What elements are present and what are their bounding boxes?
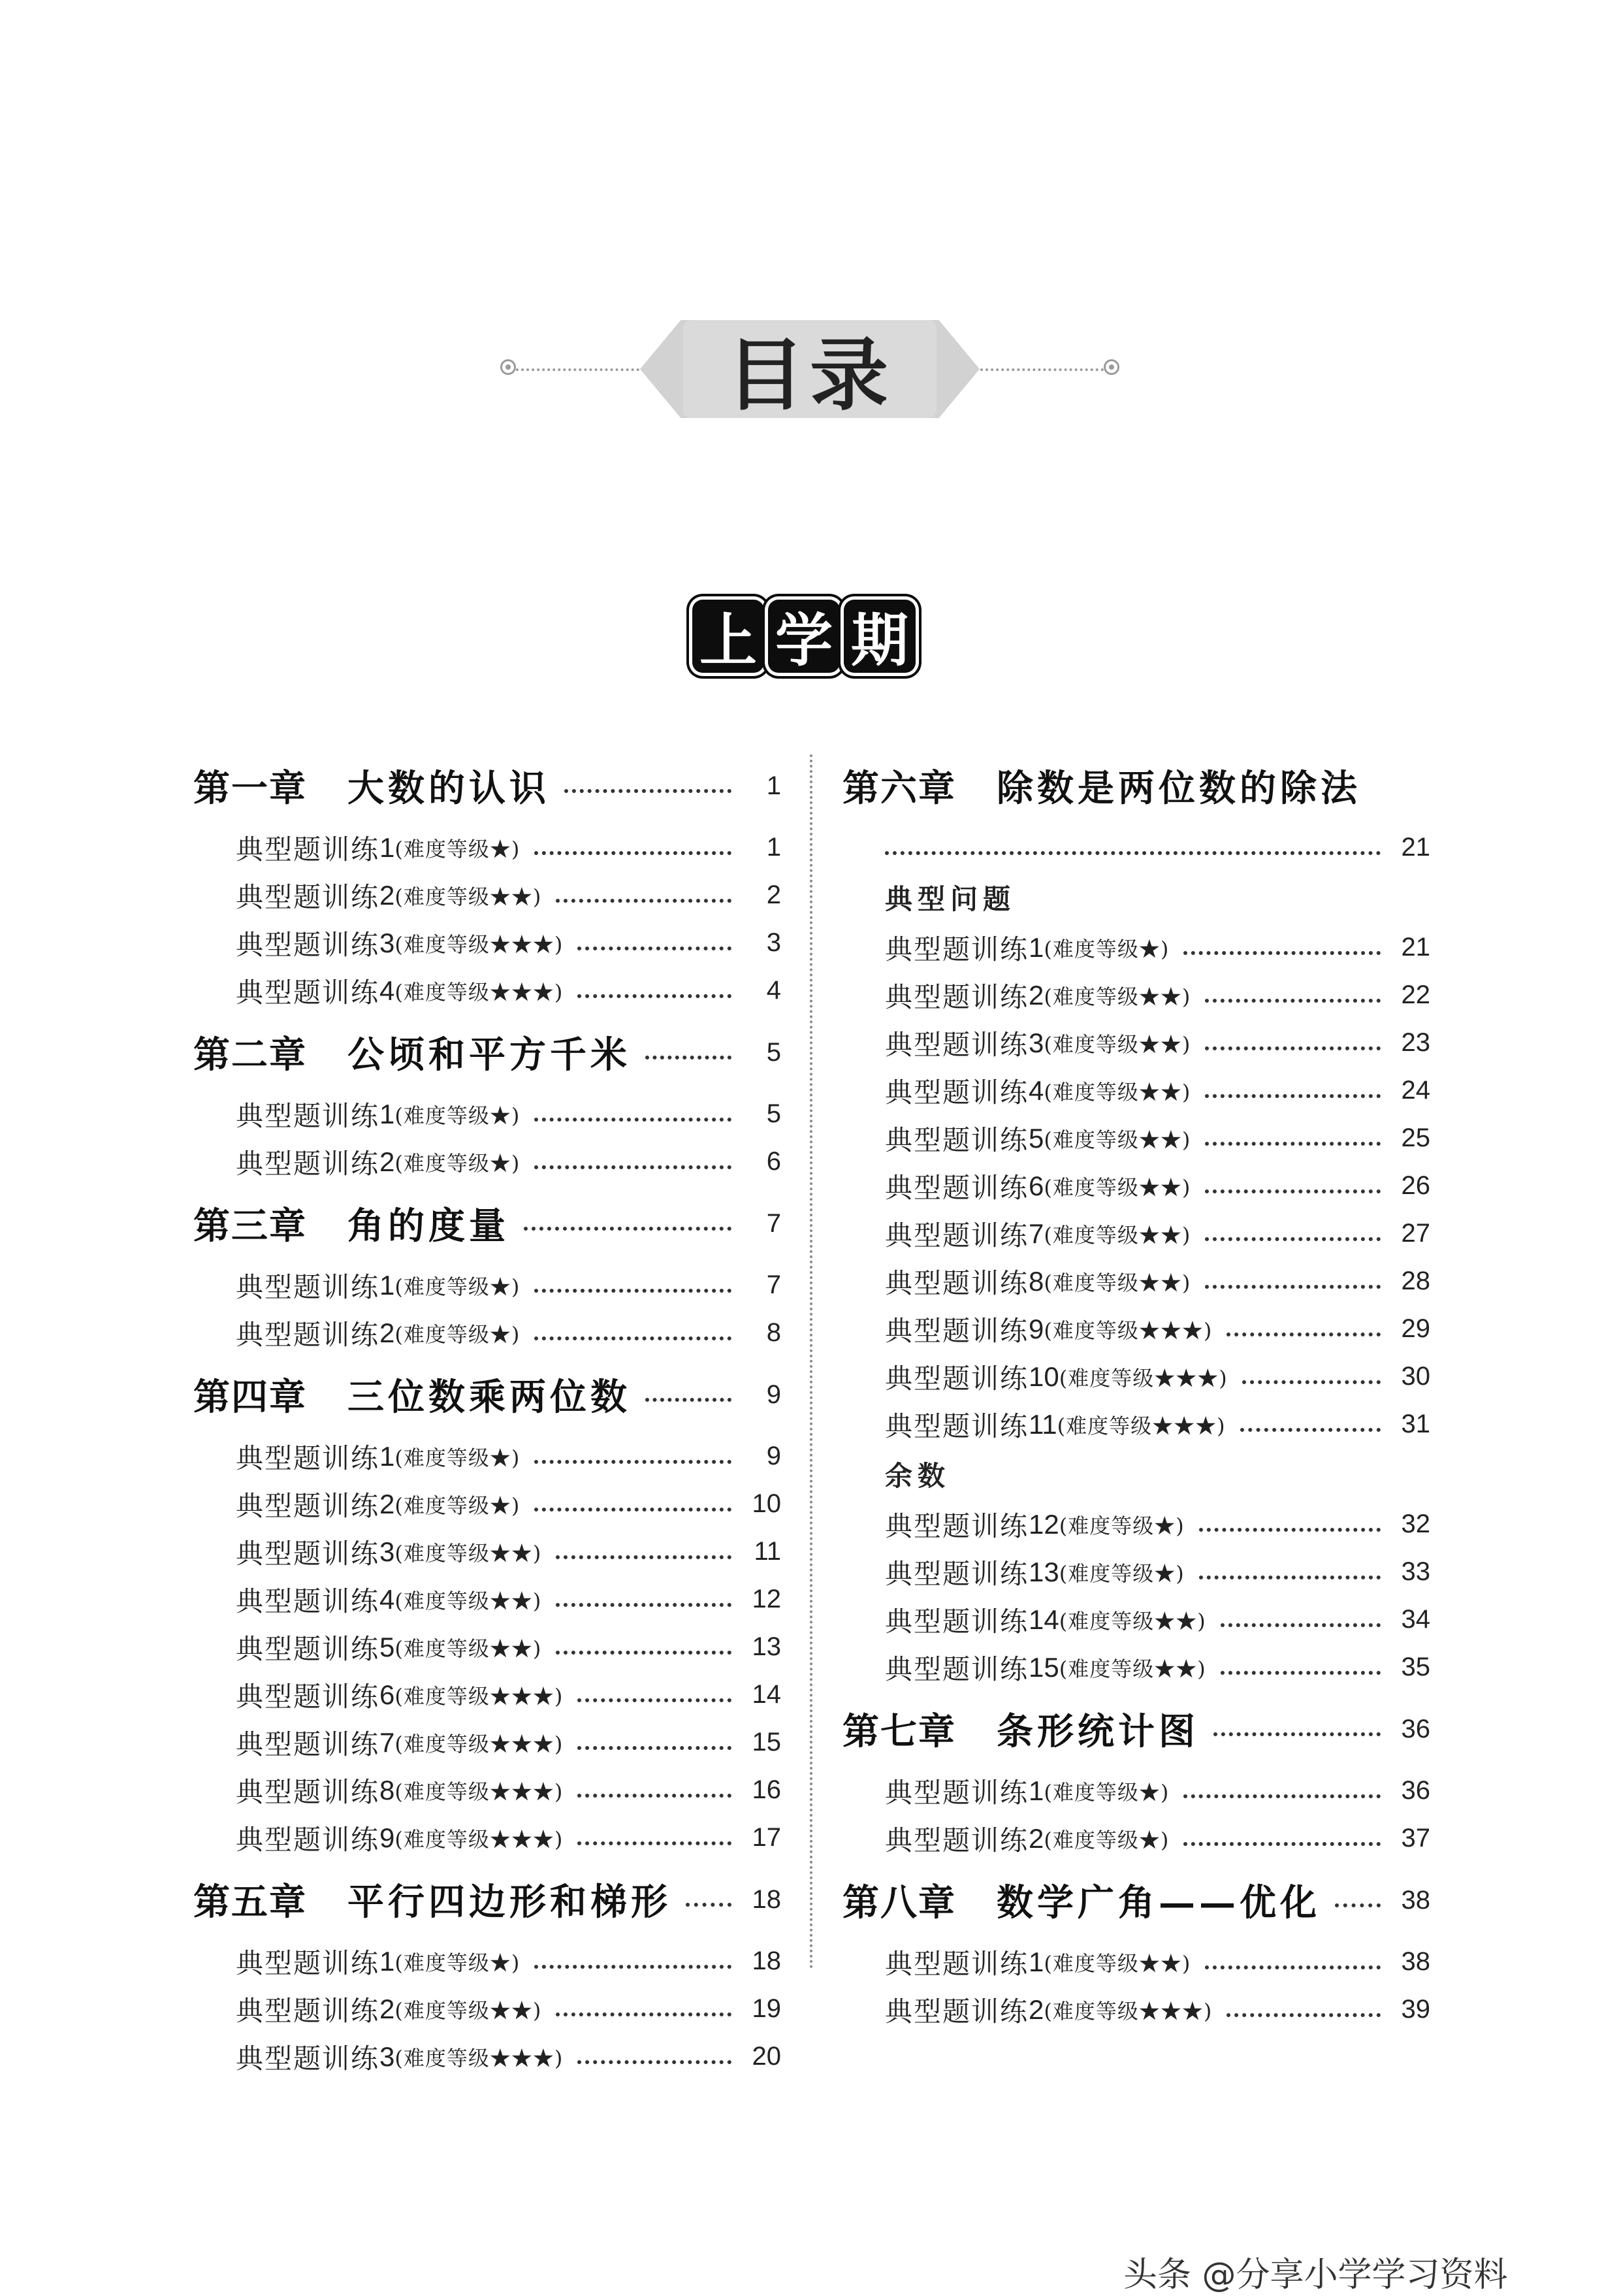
- toc-chapter-entry[interactable]: [193, 748, 781, 824]
- lesson-label: 典型题训练: [885, 1314, 1029, 1347]
- difficulty-note: (难度等级★★★): [394, 1826, 564, 1852]
- lesson-label: 典型题训练: [885, 1557, 1029, 1590]
- lesson-number: 1: [379, 1945, 395, 1977]
- lesson-number: 2: [1029, 979, 1044, 1011]
- dot-leader: [577, 2060, 731, 2064]
- page-number: 29: [1401, 1314, 1430, 1343]
- difficulty-note: (难度等级★★): [1059, 1608, 1206, 1634]
- page-number: 23: [1401, 1028, 1430, 1057]
- difficulty-note: (难度等级★): [1059, 1513, 1185, 1538]
- toc-lesson-entry[interactable]: [193, 1090, 781, 1138]
- page-title: 目录: [726, 329, 893, 421]
- lesson-label: 典型题训练: [885, 1824, 1029, 1856]
- toc-lesson-entry[interactable]: [842, 1019, 1430, 1067]
- dot-leader: [1221, 1623, 1381, 1627]
- watermark: 头条 @分享小学学习资料: [1123, 2256, 1508, 2295]
- toc-lesson-entry[interactable]: [193, 1576, 781, 1623]
- toc-chapter-entry[interactable]: [842, 1862, 1430, 1938]
- lesson-label: 典型题训练: [236, 1994, 380, 2027]
- dot-leader: [524, 1227, 731, 1231]
- lesson-label: 典型题训练: [236, 1442, 380, 1474]
- lesson-label: 典型题训练: [885, 1124, 1029, 1156]
- page-number: 9: [766, 1442, 781, 1470]
- difficulty-note: (难度等级★): [1044, 1827, 1170, 1852]
- dot-leader: [577, 1698, 731, 1702]
- lesson-number: 12: [1029, 1508, 1059, 1540]
- lesson-label: 典型题训练: [885, 1510, 1029, 1542]
- chapter-title: 条形统计图: [997, 1710, 1199, 1753]
- lesson-number: 3: [379, 927, 395, 958]
- difficulty-note: (难度等级★★): [1044, 1950, 1191, 1976]
- difficulty-note: (难度等级★★): [394, 1588, 542, 1613]
- dot-leader: [577, 994, 731, 998]
- page-number: 18: [752, 1884, 781, 1914]
- difficulty-note: (难度等级★): [394, 836, 521, 862]
- dot-leader: [686, 1903, 731, 1907]
- lesson-label: 典型题训练: [885, 1028, 1029, 1061]
- lesson-label: 典型题训练: [236, 2042, 380, 2075]
- chapter-number: 第二章: [193, 1033, 307, 1076]
- dot-leader: [534, 1336, 731, 1340]
- lesson-number: 2: [379, 879, 395, 911]
- page-number: 20: [752, 2042, 781, 2071]
- banner-dot-right: [1104, 359, 1119, 375]
- chapter-number: 第三章: [193, 1205, 307, 1248]
- lesson-number: 1: [379, 1098, 395, 1129]
- lesson-number: 5: [1029, 1122, 1044, 1154]
- semester-badge: [692, 600, 916, 678]
- page-number: 21: [1401, 833, 1430, 862]
- lesson-number: 8: [379, 1774, 395, 1805]
- page-number: 32: [1401, 1510, 1430, 1538]
- page-number: 21: [1401, 933, 1430, 962]
- page-number: 38: [1401, 1947, 1430, 1976]
- dot-leader: [1205, 1965, 1381, 1969]
- lesson-number: 7: [1029, 1218, 1044, 1249]
- page-number: 26: [1401, 1171, 1430, 1200]
- toc-lesson-entry[interactable]: [193, 1623, 781, 1671]
- column-divider: [810, 754, 812, 1969]
- dot-leader: [534, 1460, 731, 1464]
- toc-lesson-entry[interactable]: [842, 1815, 1430, 1862]
- lesson-number: 1: [379, 1269, 395, 1301]
- lesson-number: 15: [1029, 1651, 1059, 1683]
- dot-leader: [1213, 1732, 1381, 1736]
- dot-leader: [556, 899, 731, 903]
- toc-lesson-entry[interactable]: [842, 1548, 1430, 1596]
- toc-lesson-entry[interactable]: [193, 1766, 781, 1814]
- lesson-label: 典型题训练: [236, 1537, 380, 1570]
- difficulty-note: (难度等级★★): [1044, 1270, 1191, 1295]
- lesson-label: 典型题训练: [236, 928, 380, 961]
- dot-leader: [1183, 1842, 1381, 1846]
- toc-lesson-entry[interactable]: [193, 1814, 781, 1862]
- toc-lesson-entry[interactable]: [193, 1480, 781, 1528]
- page-number: 31: [1401, 1410, 1430, 1438]
- chapter-title: 平行四边形和梯形: [347, 1881, 671, 1924]
- page-number: 4: [766, 976, 781, 1005]
- lesson-label: 典型题训练: [236, 1489, 380, 1522]
- lesson-number: 3: [379, 1536, 395, 1567]
- lesson-number: 3: [379, 2041, 395, 2072]
- toc-lesson-entry[interactable]: [842, 1400, 1430, 1448]
- dot-leader: [577, 1794, 731, 1798]
- difficulty-note: (难度等级★): [394, 1103, 521, 1128]
- difficulty-note: (难度等级★★★): [1044, 1998, 1213, 2024]
- toc-lesson-entry[interactable]: [193, 1309, 781, 1357]
- toc-chapter-continuation[interactable]: [842, 824, 1430, 871]
- page-number: 19: [752, 1994, 781, 2023]
- difficulty-note: (难度等级★): [1059, 1560, 1185, 1586]
- toc-section-heading: [842, 871, 1430, 924]
- difficulty-note: (难度等级★★): [1059, 1656, 1206, 1681]
- lesson-number: 2: [379, 1146, 395, 1177]
- difficulty-note: (难度等级★★★): [1044, 1318, 1213, 1343]
- page-number: 10: [752, 1489, 781, 1518]
- difficulty-note: (难度等级★★★): [394, 2045, 564, 2071]
- page-number: 16: [752, 1775, 781, 1804]
- dot-leader: [534, 1965, 731, 1969]
- lesson-label: 典型题训练: [236, 1318, 380, 1351]
- lesson-label: 典型题训练: [885, 1267, 1029, 1299]
- dot-leader: [534, 851, 731, 855]
- lesson-label: 典型题训练: [236, 1270, 380, 1303]
- lesson-number: 4: [379, 975, 395, 1006]
- lesson-number: 1: [1029, 931, 1044, 963]
- lesson-number: 1: [1029, 1946, 1044, 1977]
- semester-char: 学: [768, 600, 840, 673]
- lesson-label: 典型题训练: [236, 1775, 380, 1808]
- lesson-number: 2: [379, 1993, 395, 2024]
- page-number: 25: [1401, 1124, 1430, 1152]
- page-number: 12: [752, 1585, 781, 1613]
- toc-lesson-entry[interactable]: [193, 1138, 781, 1186]
- toc-right-column: [842, 748, 1430, 2033]
- dot-leader: [1240, 1428, 1381, 1432]
- dot-leader: [1183, 951, 1381, 955]
- difficulty-note: (难度等级★★): [1044, 1174, 1191, 1200]
- toc-chapter-entry[interactable]: [842, 1691, 1430, 1767]
- dot-leader: [1226, 2013, 1381, 2017]
- page-number: 11: [754, 1537, 781, 1566]
- toc-lesson-entry[interactable]: [842, 924, 1430, 971]
- page-number: 37: [1401, 1824, 1430, 1852]
- lesson-label: 典型题训练: [236, 1947, 380, 1979]
- banner-rule-left: [516, 368, 650, 371]
- page-number: 27: [1401, 1219, 1430, 1248]
- dot-leader: [1205, 1046, 1381, 1050]
- dot-leader: [534, 1165, 731, 1169]
- page-number: 8: [766, 1318, 781, 1347]
- lesson-number: 1: [379, 832, 395, 863]
- toc-chapter-entry[interactable]: [193, 1014, 781, 1090]
- toc-chapter-entry[interactable]: [193, 1862, 781, 1937]
- dot-leader: [1205, 1237, 1381, 1241]
- toc-lesson-entry[interactable]: [842, 1596, 1430, 1643]
- difficulty-note: (难度等级★★): [394, 1997, 542, 2023]
- toc-lesson-entry[interactable]: [842, 1162, 1430, 1210]
- lesson-label: 典型题训练: [885, 1653, 1029, 1685]
- toc-lesson-entry[interactable]: [193, 2033, 781, 2080]
- page-number: 22: [1401, 980, 1430, 1009]
- dot-leader: [534, 1508, 731, 1512]
- page-number: 39: [1401, 1995, 1430, 2024]
- lesson-label: 典型题训练: [885, 980, 1029, 1013]
- difficulty-note: (难度等级★★★): [394, 979, 564, 1005]
- toc-lesson-entry[interactable]: [842, 1767, 1430, 1815]
- page-number: 30: [1401, 1362, 1430, 1391]
- lesson-number: 6: [379, 1679, 395, 1710]
- dot-leader: [1205, 1142, 1381, 1146]
- lesson-number: 11: [1029, 1408, 1057, 1440]
- page-number: 1: [766, 771, 781, 800]
- dot-leader: [556, 1603, 731, 1607]
- page-number: 36: [1401, 1776, 1430, 1805]
- difficulty-note: (难度等级★★): [1044, 1222, 1191, 1248]
- chapter-number: 第五章: [193, 1881, 307, 1924]
- dot-leader: [1199, 1528, 1381, 1532]
- lesson-number: 2: [379, 1488, 395, 1519]
- page-number: 13: [752, 1632, 781, 1661]
- lesson-number: 2: [379, 1317, 395, 1348]
- lesson-label: 典型题训练: [885, 1947, 1029, 1980]
- chapter-title: 大数的认识: [347, 767, 550, 810]
- chapter-title: 三位数乘两位数: [347, 1376, 631, 1419]
- semester-char: 期: [844, 600, 916, 673]
- page-number: 7: [766, 1270, 781, 1299]
- toc-lesson-entry[interactable]: [193, 1937, 781, 1985]
- toc-lesson-entry[interactable]: [842, 1257, 1430, 1305]
- difficulty-note: (难度等级★★★): [394, 1731, 564, 1756]
- page-number: 24: [1401, 1076, 1430, 1105]
- lesson-number: 8: [1029, 1265, 1044, 1297]
- lesson-label: 典型题训练: [885, 1776, 1029, 1809]
- lesson-number: 2: [1029, 1994, 1044, 2025]
- toc-lesson-entry[interactable]: [193, 1432, 781, 1480]
- difficulty-note: (难度等级★): [1044, 936, 1170, 962]
- lesson-number: 6: [1029, 1170, 1044, 1201]
- dot-leader: [556, 1555, 731, 1559]
- lesson-label: 典型题训练: [236, 1680, 380, 1713]
- lesson-number: 14: [1029, 1604, 1059, 1635]
- dot-leader: [577, 1746, 731, 1750]
- lesson-label: 典型题训练: [236, 1585, 380, 1617]
- difficulty-note: (难度等级★★★): [1057, 1413, 1226, 1438]
- chapter-number: 第一章: [193, 767, 307, 810]
- toc-lesson-entry[interactable]: [193, 824, 781, 871]
- lesson-label: 典型题训练: [236, 1099, 380, 1132]
- dot-leader: [1221, 1671, 1381, 1675]
- chapter-number: 第七章: [842, 1710, 956, 1753]
- toc-lesson-entry[interactable]: [842, 971, 1430, 1019]
- lesson-label: 典型题训练: [236, 976, 380, 1009]
- toc-lesson-entry[interactable]: [842, 1067, 1430, 1114]
- toc-chapter-entry[interactable]: [842, 748, 1430, 824]
- lesson-number: 9: [379, 1822, 395, 1853]
- toc-lesson-entry[interactable]: [842, 1643, 1430, 1691]
- page-number: 5: [766, 1037, 781, 1067]
- toc-lesson-entry[interactable]: [193, 1719, 781, 1766]
- lesson-label: 典型题训练: [885, 1076, 1029, 1108]
- dot-leader: [1226, 1333, 1381, 1336]
- toc-lesson-entry[interactable]: [842, 1938, 1430, 1986]
- difficulty-note: (难度等级★★): [1044, 1079, 1191, 1105]
- toc-left-column: [193, 748, 781, 2080]
- toc-lesson-entry[interactable]: [193, 1985, 781, 2033]
- lesson-label: 典型题训练: [236, 881, 380, 913]
- dot-leader: [1335, 1903, 1381, 1907]
- dot-leader: [1205, 999, 1381, 1003]
- difficulty-note: (难度等级★): [394, 1493, 521, 1518]
- page-number: 36: [1401, 1714, 1430, 1743]
- toc-chapter-entry[interactable]: [193, 1186, 781, 1261]
- toc-lesson-entry[interactable]: [193, 967, 781, 1014]
- chapter-number: 第六章: [842, 767, 956, 810]
- lesson-number: 4: [379, 1583, 395, 1615]
- toc-lesson-entry[interactable]: [193, 1528, 781, 1576]
- page-number: 7: [766, 1208, 781, 1238]
- toc-lesson-entry[interactable]: [842, 1305, 1430, 1353]
- difficulty-note: (难度等级★★): [1044, 1031, 1191, 1057]
- semester-char: 上: [692, 600, 764, 673]
- chapter-title: 数学广角——优化: [997, 1881, 1321, 1924]
- lesson-number: 13: [1029, 1556, 1059, 1587]
- lesson-label: 典型题训练: [885, 1995, 1029, 2028]
- dot-leader: [1205, 1094, 1381, 1098]
- difficulty-note: (难度等级★): [394, 1950, 521, 1975]
- toc-lesson-entry[interactable]: [193, 1261, 781, 1309]
- lesson-label: 典型题训练: [885, 933, 1029, 965]
- dot-leader: [1242, 1380, 1381, 1384]
- toc-lesson-entry[interactable]: [193, 919, 781, 967]
- dot-leader: [1205, 1285, 1381, 1289]
- chapter-number: 第四章: [193, 1376, 307, 1419]
- lesson-number: 2: [1029, 1822, 1044, 1854]
- page-number: 34: [1401, 1605, 1430, 1634]
- lesson-number: 10: [1029, 1361, 1059, 1392]
- lesson-label: 典型题训练: [236, 1147, 380, 1180]
- difficulty-note: (难度等级★): [394, 1321, 521, 1347]
- difficulty-note: (难度等级★★★): [1059, 1365, 1228, 1391]
- lesson-label: 典型题训练: [885, 1362, 1029, 1395]
- dot-leader: [577, 946, 731, 950]
- difficulty-note: (难度等级★★★): [394, 1779, 564, 1804]
- page-number: 35: [1401, 1653, 1430, 1681]
- page-number: 6: [766, 1147, 781, 1176]
- dot-leader: [556, 2013, 731, 2016]
- banner-dot-left: [500, 359, 516, 375]
- chapter-number: 第八章: [842, 1881, 956, 1924]
- dot-leader: [556, 1651, 731, 1655]
- lesson-number: 3: [1029, 1027, 1044, 1058]
- dot-leader: [645, 1056, 731, 1059]
- lesson-label: 典型题训练: [236, 1823, 380, 1856]
- page-number: 28: [1401, 1267, 1430, 1295]
- dot-leader: [564, 789, 731, 793]
- chapter-title: 除数是两位数的除法: [997, 767, 1361, 810]
- page-number: 33: [1401, 1557, 1430, 1586]
- page-number: 2: [766, 881, 781, 909]
- dot-leader: [534, 1118, 731, 1122]
- page-number: 5: [766, 1099, 781, 1128]
- dot-leader: [1183, 1794, 1381, 1798]
- dot-leader: [534, 1289, 731, 1293]
- lesson-number: 1: [1029, 1775, 1044, 1806]
- dot-leader: [885, 851, 1381, 855]
- page-number: 3: [766, 928, 781, 957]
- toc-lesson-entry[interactable]: [842, 1210, 1430, 1257]
- lesson-number: 9: [1029, 1313, 1044, 1344]
- chapter-title: 公顷和平方千米: [347, 1033, 631, 1076]
- lesson-label: 典型题训练: [885, 1605, 1029, 1638]
- banner-rule-right: [970, 368, 1104, 371]
- page-number: 15: [752, 1728, 781, 1756]
- difficulty-note: (难度等级★): [394, 1150, 521, 1176]
- lesson-label: 典型题训练: [236, 1728, 380, 1760]
- lesson-number: 7: [379, 1726, 395, 1758]
- toc-lesson-entry[interactable]: [193, 871, 781, 919]
- dot-leader: [645, 1398, 731, 1402]
- dot-leader: [577, 1841, 731, 1845]
- lesson-label: 典型题训练: [236, 833, 380, 865]
- section-label: 典型问题: [885, 883, 1016, 915]
- lesson-number: 4: [1029, 1075, 1044, 1106]
- toc-lesson-entry[interactable]: [842, 1353, 1430, 1400]
- difficulty-note: (难度等级★): [394, 1274, 521, 1299]
- page-number: 9: [766, 1380, 781, 1409]
- dot-leader: [1199, 1576, 1381, 1579]
- toc-section-heading: [842, 1448, 1430, 1500]
- lesson-number: 5: [379, 1631, 395, 1662]
- page-number: 14: [752, 1680, 781, 1709]
- lesson-label: 典型题训练: [885, 1219, 1029, 1252]
- difficulty-note: (难度等级★): [394, 1445, 521, 1470]
- page-number: 17: [752, 1823, 781, 1852]
- difficulty-note: (难度等级★★): [394, 1636, 542, 1661]
- section-label: 余数: [885, 1460, 951, 1492]
- difficulty-note: (难度等级★★★): [394, 1683, 564, 1709]
- toc-lesson-entry[interactable]: [842, 1986, 1430, 2033]
- toc-banner: [496, 314, 1123, 425]
- difficulty-note: (难度等级★★): [1044, 984, 1191, 1009]
- lesson-label: 典型题训练: [236, 1632, 380, 1665]
- toc-lesson-entry[interactable]: [842, 1500, 1430, 1548]
- difficulty-note: (难度等级★★): [394, 1540, 542, 1566]
- page-number: 38: [1401, 1885, 1430, 1915]
- lesson-label: 典型题训练: [885, 1410, 1029, 1442]
- difficulty-note: (难度等级★★): [394, 884, 542, 909]
- difficulty-note: (难度等级★★★): [394, 931, 564, 957]
- page-number: 1: [766, 833, 781, 862]
- lesson-number: 1: [379, 1440, 395, 1472]
- toc-lesson-entry[interactable]: [842, 1114, 1430, 1162]
- chapter-title: 角的度量: [347, 1205, 509, 1248]
- toc-chapter-entry[interactable]: [193, 1357, 781, 1432]
- lesson-label: 典型题训练: [885, 1171, 1029, 1204]
- dot-leader: [1205, 1189, 1381, 1193]
- difficulty-note: (难度等级★★): [1044, 1127, 1191, 1152]
- toc-lesson-entry[interactable]: [193, 1671, 781, 1719]
- page-number: 18: [752, 1947, 781, 1975]
- difficulty-note: (难度等级★): [1044, 1779, 1170, 1805]
